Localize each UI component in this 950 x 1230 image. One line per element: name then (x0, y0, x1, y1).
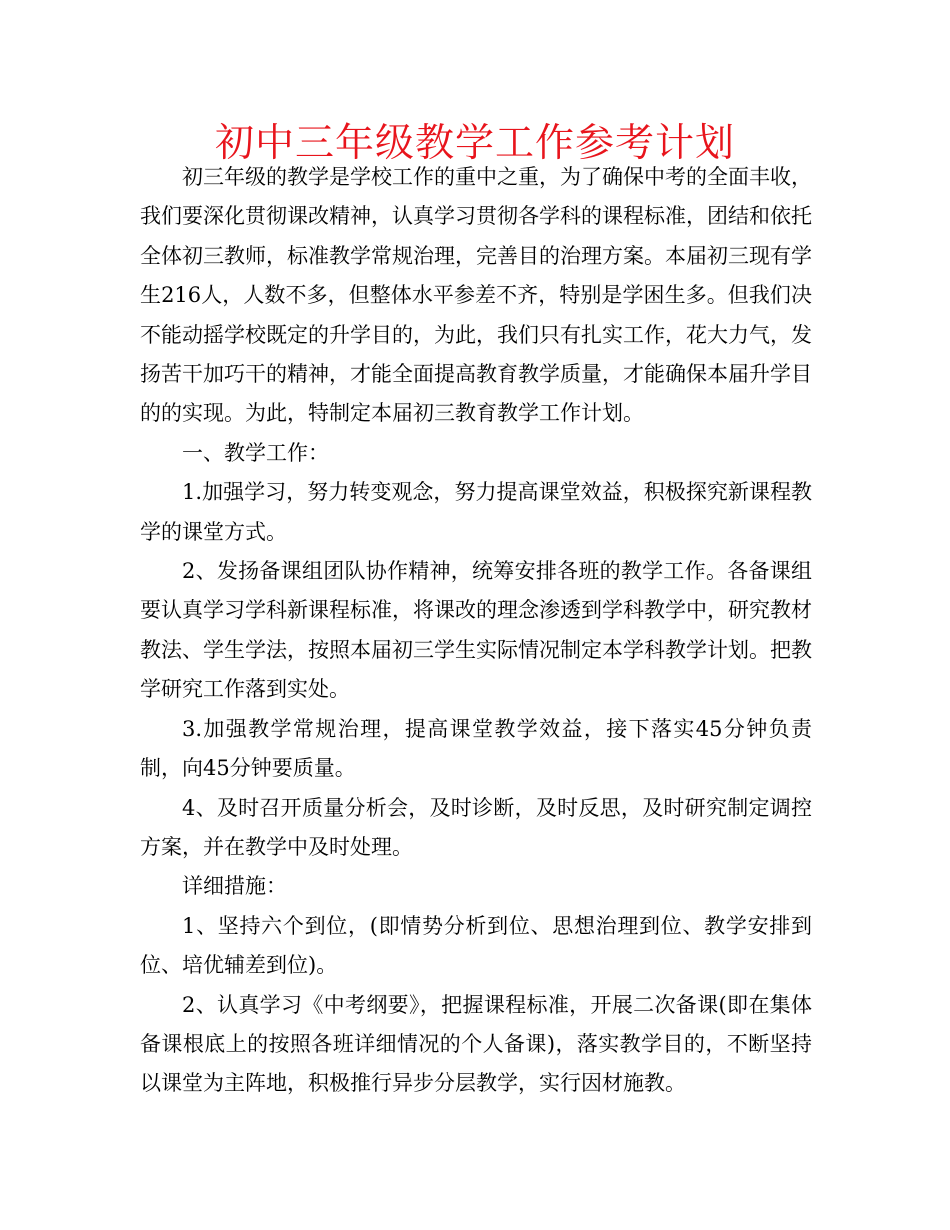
paragraph-intro: 初三年级的教学是学校工作的重中之重，为了确保中考的全面丰收，我们要深化贯彻课改精神，认真学习贯彻各学科的课程标准，团结和依托全体初三教师，标准教学常规治理，完善目的治理方案。本届初三现有学生216人，人数不多，但整体水平参差不齐，特别是学困生多。但我们决不能动摇学校既定的升学目的，为此，我们只有扎实工作，花大力气，发扬苦干加巧干的精神，才能全面提高教育教学质量，才能确保本届升学目的的实现。为此，特制定本届初三教育教学工作计划。 (140, 165, 812, 426)
document-title: 初中三年级教学工作参考计划 (214, 121, 735, 166)
document-body (140, 158, 812, 1104)
paragraph-item-3: 3.加强教学常规治理，提高课堂教学效益，接下落实45分钟负责制，向45分钟要质量。 (140, 716, 812, 781)
paragraph-item-4: 4、及时召开质量分析会，及时诊断，及时反思，及时研究制定调控方案，并在教学中及时处理。 (140, 795, 812, 859)
paragraph-item-1: 1.加强学习，努力转变观念，努力提高课堂效益，积极探究新课程教学的课堂方式。 (140, 480, 812, 544)
paragraph-measure-1: 1、坚持六个到位，(即情势分析到位、思想治理到位、教学安排到位、培优辅差到位)。 (140, 913, 812, 978)
paragraph-measure-2: 2、认真学习《中考纲要》，把握课程标准，开展二次备课(即在集体备课根底上的按照各班详细情况的个人备课)，落实教学目的，不断坚持以课堂为主阵地，积极推行异步分层教学，实行因材施教。 (140, 992, 812, 1096)
paragraph-item-2: 2、发扬备课组团队协作精神，统筹安排各班的教学工作。各备课组要认真学习学科新课程标准，将课改的理念渗透到学科教学中，研究教材教法、学生学法，按照本届初三学生实际情况制定本学科教学计划。把教学研究工作落到实处。 (140, 559, 812, 702)
paragraph-measures-heading: 详细措施： (182, 874, 287, 899)
paragraph-section-heading: 一、教学工作： (182, 440, 329, 465)
